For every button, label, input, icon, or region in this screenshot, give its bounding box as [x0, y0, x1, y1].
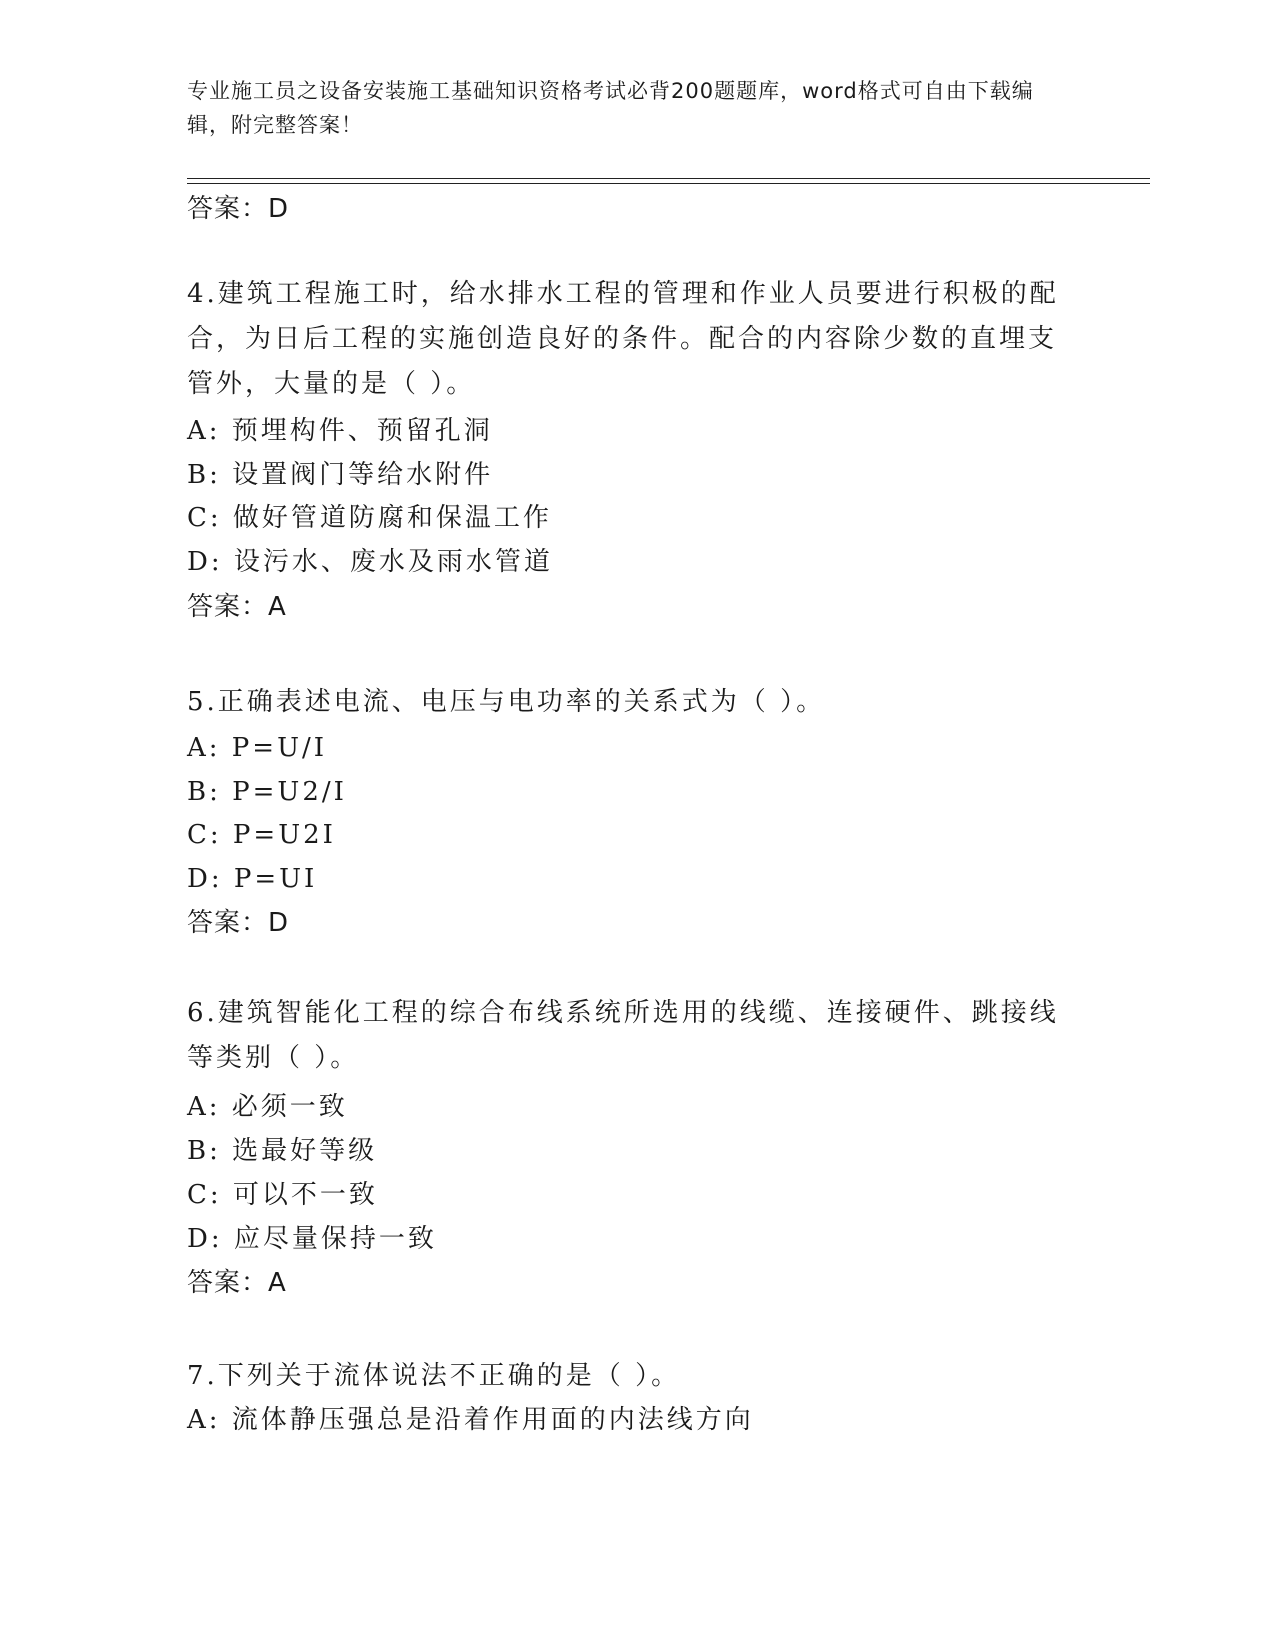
question-4-option-d: D: 设污水、废水及雨水管道	[187, 547, 553, 577]
question-6-option-b: B: 选最好等级	[187, 1136, 378, 1166]
question-4-stem: 4.建筑工程施工时，给水排水工程的管理和作业人员要进行积极的配合，为日后工程的实施创造良好的条件。配合的内容除少数的直埋支管外，大量的是（ ）。	[187, 279, 1059, 399]
question-4-option-a: A: 预埋构件、预留孔洞	[187, 416, 493, 446]
question-6-option-d: D: 应尽量保持一致	[187, 1224, 437, 1254]
question-7-option-a: A: 流体静压强总是沿着作用面的内法线方向	[187, 1405, 754, 1435]
question-5-option-b: B: P=U2/I	[187, 777, 347, 807]
question-4-option-c: C: 做好管道防腐和保温工作	[187, 503, 552, 533]
question-5-stem: 5.正确表述电流、电压与电功率的关系式为（ ）。	[187, 687, 826, 717]
question-6-answer: 答案：A	[187, 1268, 287, 1298]
question-5-option-a: A: P=U/I	[187, 733, 328, 763]
question-4-option-b: B: 设置阀门等给水附件	[187, 460, 494, 490]
question-6-option-c: C: 可以不一致	[187, 1180, 378, 1210]
header-rule-bottom	[187, 183, 1150, 184]
question-4-answer: 答案：A	[187, 592, 287, 622]
question-7-stem: 7.下列关于流体说法不正确的是（ ）。	[187, 1361, 681, 1391]
question-6-stem: 6.建筑智能化工程的综合布线系统所选用的线缆、连接硬件、跳接线等类别（ ）。	[187, 998, 1059, 1073]
header-rule-top	[187, 178, 1150, 179]
question-5-option-d: D: P=UI	[187, 864, 318, 894]
question-5-option-c: C: P=U2I	[187, 820, 336, 850]
question-6-option-a: A: 必须一致	[187, 1092, 348, 1122]
question-5-answer: 答案：D	[187, 908, 290, 938]
document-header: 专业施工员之设备安装施工基础知识资格考试必背200题题库，word格式可自由下载编辑，附完整答案！	[187, 79, 1034, 137]
previous-answer: 答案：D	[187, 194, 290, 224]
